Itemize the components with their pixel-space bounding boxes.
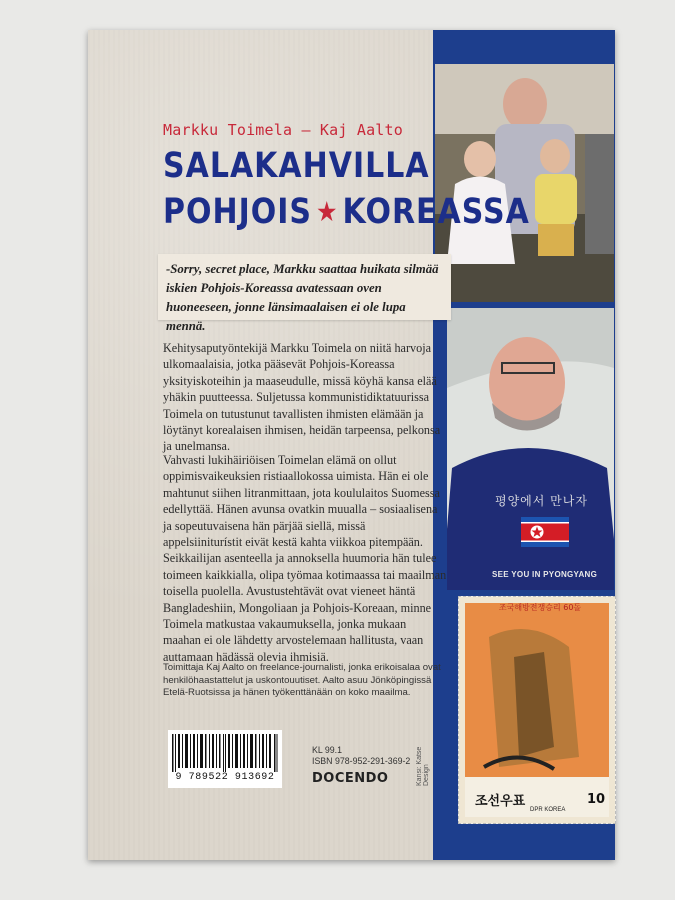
- author-names: Markku Toimela – Kaj Aalto: [163, 121, 403, 139]
- title-word-koreassa: KOREASSA: [342, 192, 530, 233]
- stamp-denomination: 10: [587, 792, 606, 807]
- blurb-paragraph-1: Kehitysaputyöntekijä Markku Toimela on niitä harvoja ulkomaalaisia, jotka pääsevät Pohjois-Koreassa yksityiskoteihin ja maaseudulle, missä köyhä kansa elää yhäkin puutteessa. Suljetussa kommunistidiktatuurissa Toimela on tutustunut tavallisten ihmisten elämään ja löytänyt korealaisen ihmisen, heidän tarpeensa, pelkonsa ja unelmansa.: [163, 341, 441, 454]
- isbn-number: ISBN 978-952-291-369-2: [312, 756, 411, 766]
- stamp-country-english: DPR KOREA: [530, 807, 566, 813]
- publisher-logo: DOCENDO: [312, 771, 389, 786]
- barcode-number: 9 789522 913692: [175, 772, 275, 783]
- shirt-english-text: SEE YOU IN PYONGYANG: [492, 570, 598, 579]
- title-line-1: SALAKAHVILLA: [163, 146, 430, 187]
- cover-design-credit: Kansi: Katse Design: [416, 746, 430, 786]
- title-word-pohjois: POHJOIS: [163, 192, 313, 233]
- classification-code: KL 99.1: [312, 745, 342, 755]
- isbn-barcode: [168, 730, 282, 788]
- title-line-2: [163, 192, 530, 232]
- isbn-info: [312, 745, 410, 767]
- pull-quote: -Sorry, secret place, Markku saattaa huikata silmää iskien Pohjois-Koreassa avatessaan oven huoneeseen, jonne länsimaalaisen ei ole lupa mennä.: [158, 254, 451, 320]
- shirt-korean-text: 평양에서 만나자: [495, 494, 588, 508]
- blurb-paragraph-2: Vahvasti lukihäiriöisen Toimelan elämä on ollut oppimisvaikeuksien ristiaallokossa uimista. Hän ei ole mahtunut siihen litranmittaan, jota koululaitos Suomessa edellyttää. Hänen avunsa ovatkin muualla – sosiaalisena ja sopeutuvaisena hän pärjää siellä, missä appelsiiniturístit eivät kestä kahta viikkoa pitempään. Seikkailijan asenteella ja annoksella huumoria hän tulee toimeen kaikkialla, olipa työmaa kotimaassa tai maailman toisella puolella. Avustustehtävät ovat vieneet häntä Bangladeshiin, Mongoliaan ja Pohjois-Koreaan, minne Toimela matkustaa vakaumuksella, jonka mukaan maahan ei ole lähdetty arvostelemaan hallitusta, vaan auttamaan hädässä olevia ihmisiä.: [163, 453, 447, 664]
- stamp-top-inscription: 조국해방전쟁승리 60돌: [498, 603, 582, 612]
- red-star-icon: ★: [316, 195, 339, 228]
- editor-credits: Toimittaja Kaj Aalto on freelance-journalisti, jonka erikoisalaa ovat henkilöhaastattelut ja uskontouutiset. Aalto asuu Jönköpingissä Etelä-Ruotsissa ja hänen työkenttänään on koko maailma.: [163, 662, 441, 698]
- photo-man-portrait: [447, 308, 614, 590]
- barcode-bars: [172, 734, 278, 772]
- stamp-country-korean: 조선우표: [475, 794, 526, 809]
- photo-man-with-children: [435, 64, 614, 302]
- north-korea-flag-icon: [521, 517, 569, 547]
